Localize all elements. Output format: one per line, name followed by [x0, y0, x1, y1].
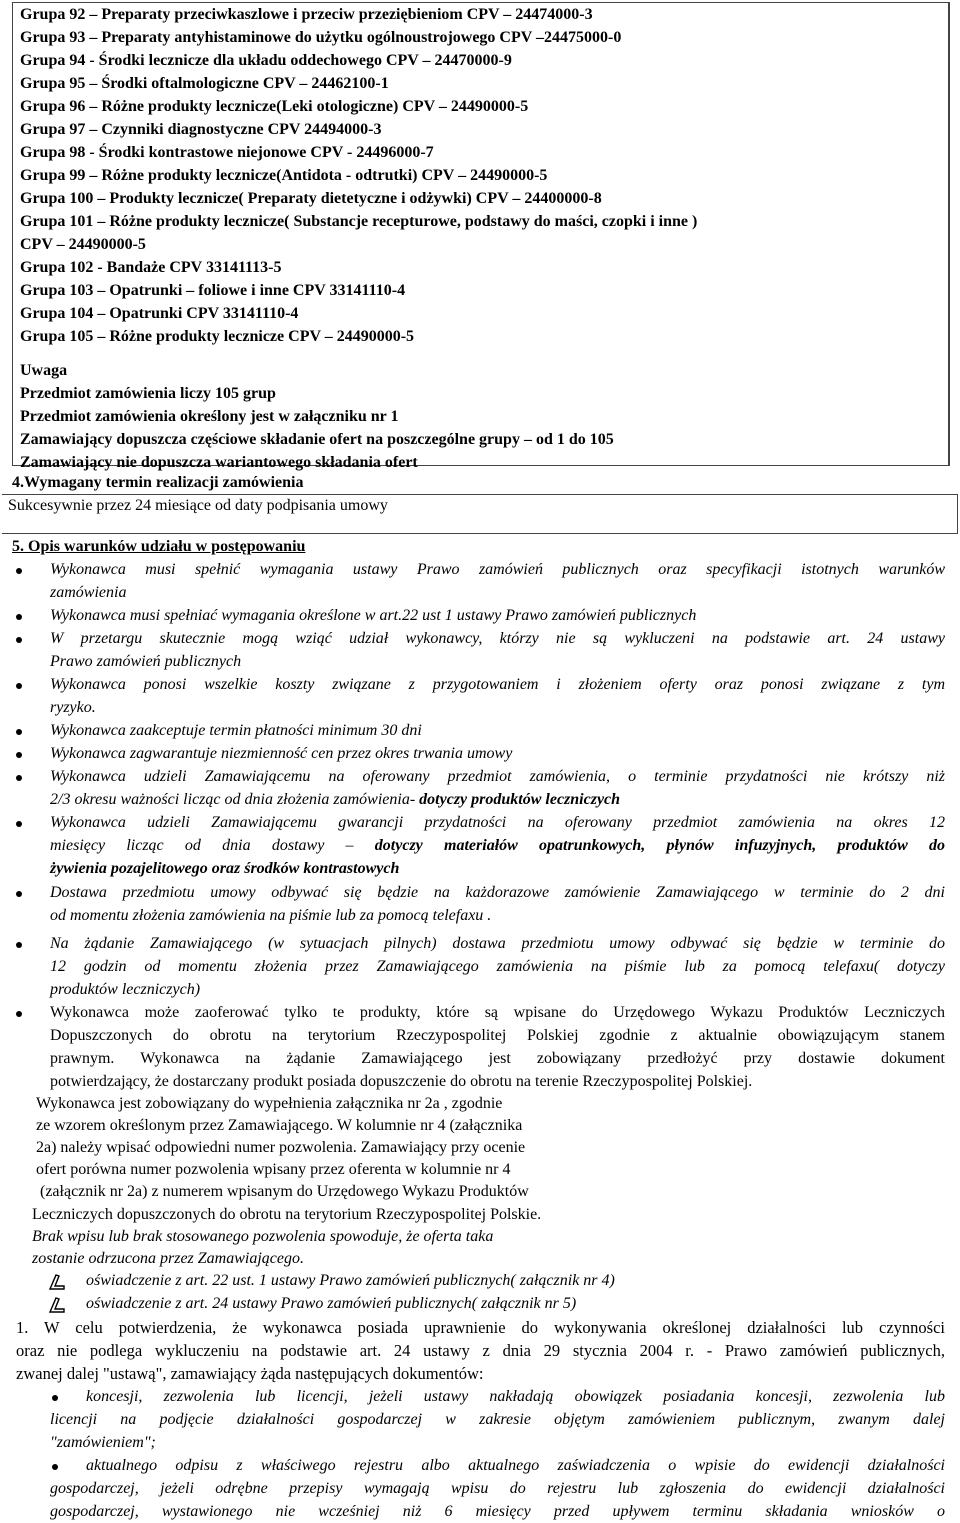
- group-line: Grupa 103 – Opatrunki – foliowe i inne CPV 33141110-4: [20, 282, 406, 299]
- document-item: aktualnego odpisu z właściwego rejestru albo aktualnego zaświadczenia o wpisie do ewidencji działalności gospodarczej, jeżeli odrębne przepisy wymagają wpisu do rejestru lub zgłoszenia do ewidencji działalności gospodarczej, wystawionego nie wcześniej niż 6 miesięcy przed upływem terminu składania wniosków o: [50, 1457, 945, 1520]
- bullet-dot-icon: [16, 942, 22, 948]
- section4-value: Sukcesywnie przez 24 miesiące od daty podpisania umowy: [8, 497, 388, 514]
- bullet-dot-icon: [16, 775, 22, 781]
- attachment-text-line: ze wzorem określonym przez Zamawiającego. W kolumnie nr 4 (załącznika: [36, 1117, 523, 1134]
- note-line: Zamawiający dopuszcza częściowe składanie ofert na poszczególne grupy – od 1 do 105: [20, 431, 614, 448]
- note-line: Przedmiot zamówienia określony jest w załączniku nr 1: [20, 408, 399, 425]
- bullet-dot-icon: [16, 683, 22, 689]
- bullet-dot-icon: [16, 891, 22, 897]
- declaration-item: oświadczenie z art. 24 ustawy Prawo zamówień publicznych( załącznik nr 5): [86, 1295, 577, 1312]
- bullet-dot-icon: [16, 614, 22, 620]
- bullet-dot-icon: [16, 1011, 22, 1017]
- condition-item: Wykonawca może zaoferować tylko te produkty, które są wpisane do Urzędowego Wykazu Produktów Leczniczych Dopuszczonych do obrotu na terytorium Rzeczypospolitej Polskiej zgodnie z aktualnie obowiązującym stanem prawnym. Wykonawca na żądanie Zamawiającego jest zobowiązany przedłożyć przy dostawie dokument potwierdzający, że dostarczany produkt posiada dopuszczenie do obrotu na terenie Rzeczypospolitej Polskiej.: [50, 1004, 945, 1090]
- group-line: Grupa 96 – Różne produkty lecznicze(Leki otologiczne) CPV – 24490000-5: [20, 98, 529, 115]
- attachment-text-line: Leczniczych dopuszczonych do obrotu na terytorium Rzeczypospolitej Polskie.: [32, 1206, 542, 1223]
- group-line: Grupa 98 - Środki kontrastowe niejonowe CPV - 24496000-7: [20, 144, 434, 161]
- section5-heading: 5. Opis warunków udziału w postępowaniu: [12, 538, 306, 555]
- pen-hand-icon: [48, 1273, 68, 1291]
- attachment-text-line: (załącznik nr 2a) z numerem wpisanym do Urzędowego Wykazu Produktów: [40, 1183, 529, 1200]
- attachment-text-line: 2a) należy wpisać odpowiedni numer pozwolenia. Zamawiający przy ocenie: [36, 1139, 526, 1156]
- condition-item: Wykonawca musi spełnić wymagania ustawy Prawo zamówień publicznych oraz specyfikacji istotnych warunków zamówienia: [50, 561, 945, 601]
- declaration-item: oświadczenie z art. 22 ust. 1 ustawy Prawo zamówień publicznych( załącznik nr 4): [86, 1272, 615, 1289]
- condition-item: Wykonawca udzieli Zamawiającemu gwarancji przydatności na oferowany przedmiot zamówienia na okres 12 miesięcy licząc od dnia dostawy – dotyczy materiałów opatrunkowych, płynów infuzyjnych, produktów do żywienia pozajelitowego oraz środków kontrastowych: [50, 814, 945, 877]
- group-line: Grupa 100 – Produkty lecznicze( Preparaty dietetyczne i odżywki) CPV – 24400000-8: [20, 190, 602, 207]
- notes-heading: Uwaga: [20, 362, 68, 379]
- condition-item: W przetargu skutecznie mogą wziąć udział wykonawcy, którzy nie są wykluczeni na podstawie art. 24 ustawy Prawo zamówień publicznych: [50, 630, 945, 670]
- group-line: Grupa 97 – Czynniki diagnostyczne CPV 24494000-3: [20, 121, 382, 138]
- condition-item: Wykonawca ponosi wszelkie koszty związane z przygotowaniem i złożeniem oferty oraz ponosi związane z tym ryzyko.: [50, 676, 945, 716]
- group-line: Grupa 105 – Różne produkty lecznicze CPV – 24490000-5: [20, 328, 415, 345]
- bullet-dot-icon: [16, 821, 22, 827]
- section4-heading: 4.Wymagany termin realizacji zamówienia: [12, 474, 304, 491]
- bullet-dot-icon: [52, 1464, 58, 1470]
- bullet-dot-icon: [16, 637, 22, 643]
- condition-item: Wykonawca musi spełniać wymagania określone w art.22 ust 1 ustawy Prawo zamówień publicznych: [50, 607, 697, 624]
- bullet-dot-icon: [16, 568, 22, 574]
- bullet-dot-icon: [52, 1395, 58, 1401]
- group-line: Grupa 95 – Środki oftalmologiczne CPV – 24462100-1: [20, 75, 389, 92]
- group-line: Grupa 104 – Opatrunki CPV 33141110-4: [20, 305, 299, 322]
- attachment-text-line: zostanie odrzucona przez Zamawiającego.: [32, 1250, 304, 1267]
- condition-item: Wykonawca zaakceptuje termin płatności minimum 30 dni: [50, 722, 422, 739]
- bullet-dot-icon: [16, 729, 22, 735]
- attachment-text-line: ofert porówna numer pozwolenia wpisany przez oferenta w kolumnie nr 4: [36, 1161, 511, 1178]
- note-line: Przedmiot zamówienia liczy 105 grup: [20, 385, 276, 402]
- group-line: Grupa 101 – Różne produkty lecznicze( Substancje recepturowe, podstawy do maści, czopki i inne ): [20, 213, 698, 230]
- group-line: CPV – 24490000-5: [20, 236, 146, 253]
- pen-hand-icon: [48, 1296, 68, 1314]
- attachment-text-line: Wykonawca jest zobowiązany do wypełnienia załącznika nr 2a , zgodnie: [36, 1095, 503, 1112]
- bold-tail: dotyczy produktów leczniczych: [419, 791, 621, 808]
- attachment-text-line: Brak wpisu lub brak stosowanego pozwolenia spowoduje, że oferta taka: [32, 1228, 494, 1245]
- confirmation-paragraph: 1. W celu potwierdzenia, że wykonawca posiada uprawnienie do wykonywania określonej działalności lub czynności oraz nie podlega wykluczeniu na podstawie art. 24 ustawy z dnia 29 stycznia 2004 r. - Prawo zamówień publicznych, zwanej dalej "ustawą", zamawiający żąda następujących dokumentów:: [16, 1318, 945, 1383]
- group-line: Grupa 99 – Różne produkty lecznicze(Antidota - odtrutki) CPV – 24490000-5: [20, 167, 548, 184]
- document-item: koncesji, zezwolenia lub licencji, jeżeli ustawy nakładają obowiązek posiadania koncesji, zezwolenia lub licencji na podjęcie działalności gospodarczej w zakresie objętym zamówieniem publicznym, zwanym dalej "zamówieniem";: [50, 1388, 945, 1451]
- group-line: Grupa 92 – Preparaty przeciwkaszlowe i przeciw przeziębieniom CPV – 24474000-3: [20, 6, 593, 23]
- bold-tail: dotyczy materiałów opatrunkowych, płynów infuzyjnych, produktów do: [374, 837, 945, 854]
- bullet-dot-icon: [16, 752, 22, 758]
- condition-item: Wykonawca zagwarantuje niezmienność cen przez okres trwania umowy: [50, 745, 513, 762]
- condition-item: Dostawa przedmiotu umowy odbywać się będzie na każdorazowe zamówienie Zamawiającego w terminie do 2 dni od momentu złożenia zamówienia na piśmie lub za pomocą telefaxu .: [50, 884, 945, 924]
- group-line: Grupa 93 – Preparaty antyhistaminowe do użytku ogólnoustrojowego CPV –24475000-0: [20, 29, 622, 46]
- condition-item: Wykonawca udzieli Zamawiającemu na oferowany przedmiot zamówienia, o terminie przydatności nie krótszy niż 2/3 okresu ważności licząc od dnia złożenia zamówienia- dotyczy produktów leczniczych: [50, 768, 945, 808]
- note-line: Zamawiający nie dopuszcza wariantowego składania ofert: [20, 454, 418, 471]
- group-line: Grupa 94 - Środki lecznicze dla układu oddechowego CPV – 24470000-9: [20, 52, 512, 69]
- group-line: Grupa 102 - Bandaże CPV 33141113-5: [20, 259, 282, 276]
- condition-item: Na żądanie Zamawiającego (w sytuacjach pilnych) dostawa przedmiotu umowy odbywać się będzie w terminie do 12 godzin od momentu złożenia przez Zamawiającego zamówienia na piśmie lub za pomocą telefaxu( dotyczy produktów leczniczych): [50, 935, 945, 998]
